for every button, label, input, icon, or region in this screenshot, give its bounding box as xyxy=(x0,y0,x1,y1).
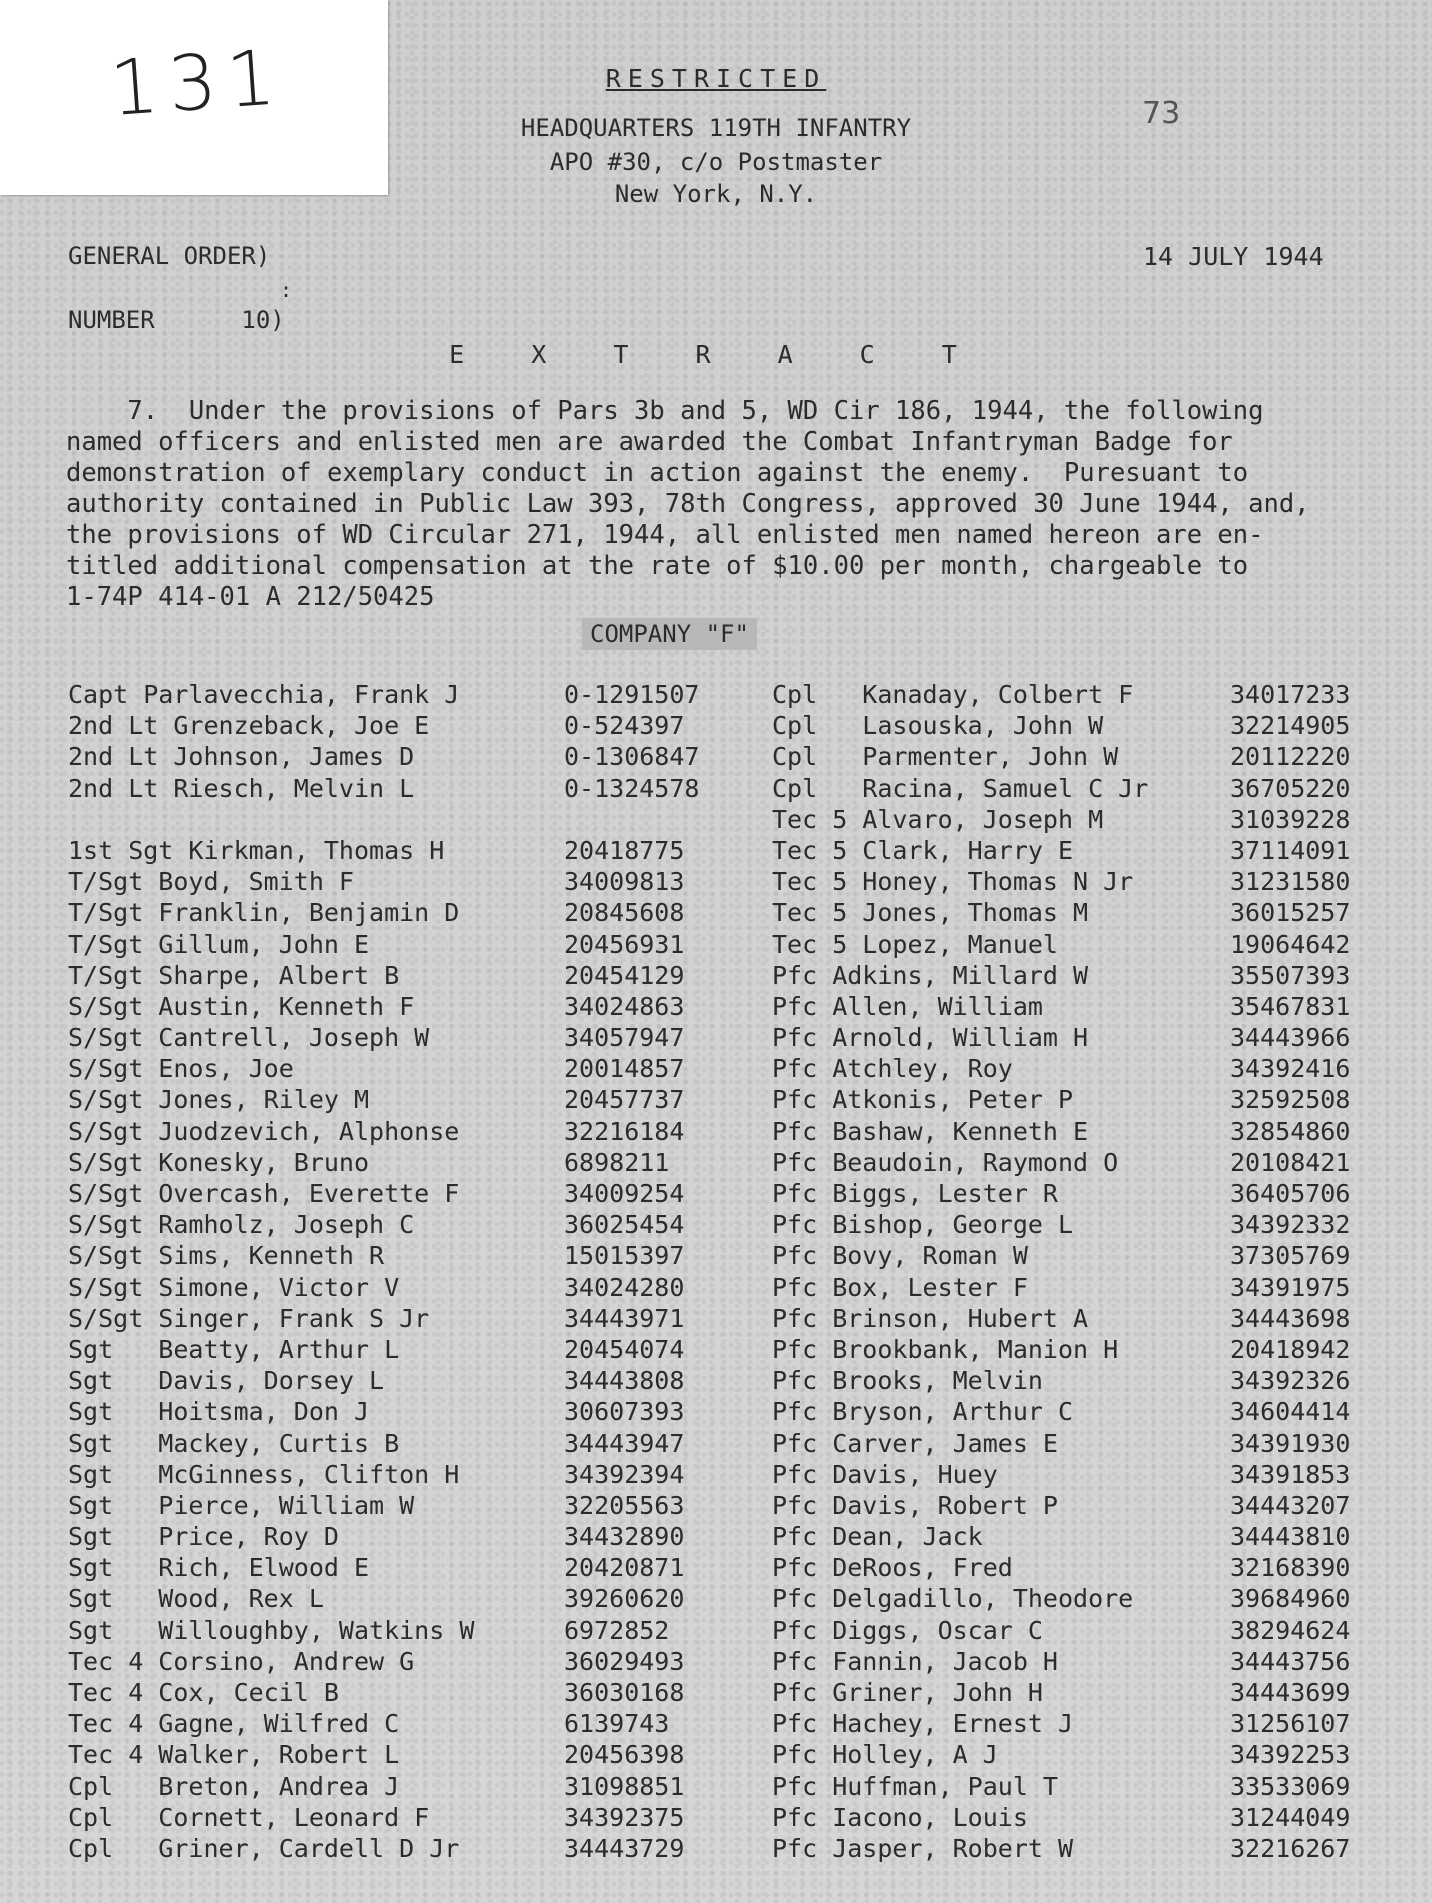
roster-name: Sgt Beatty, Arthur L xyxy=(68,1334,400,1364)
roster-serial-number: 15015397 xyxy=(564,1241,685,1271)
roster-name: Pfc Dean, Jack xyxy=(772,1522,983,1552)
margin-annotation: 73 xyxy=(1142,96,1181,131)
roster-name: 2nd Lt Grenzeback, Joe E xyxy=(68,711,430,741)
company-heading: COMPANY "F" xyxy=(582,618,757,650)
roster-name: S/Sgt Austin, Kenneth F xyxy=(68,991,415,1021)
roster-name: Tec 5 Honey, Thomas N Jr xyxy=(772,867,1134,897)
roster-name: Pfc Brinson, Hubert A xyxy=(772,1303,1089,1333)
roster-name: Pfc Atchley, Roy xyxy=(772,1054,1013,1084)
roster-serial-number: 32216267 xyxy=(1230,1833,1351,1863)
roster-serial-number: 32216184 xyxy=(564,1116,685,1146)
roster-serial-number: 20457737 xyxy=(564,1085,685,1115)
roster-name: Pfc Holley, A J xyxy=(772,1740,998,1770)
roster-name: Capt Parlavecchia, Frank J xyxy=(68,680,460,709)
roster-serial-number: 32205563 xyxy=(564,1490,685,1520)
order-paragraph xyxy=(66,396,1396,613)
roster-serial-number: 34009813 xyxy=(564,867,685,897)
roster-serial-number: 20112220 xyxy=(1230,742,1351,772)
roster-serial-number: 36025454 xyxy=(564,1210,685,1240)
roster-name: Pfc Carver, James E xyxy=(772,1428,1058,1458)
roster-name: 2nd Lt Johnson, James D xyxy=(68,742,415,772)
roster-serial-number: 34392253 xyxy=(1230,1740,1351,1770)
order-number-label: NUMBER 10) xyxy=(68,306,285,334)
unit-heading: HEADQUARTERS 119TH INFANTRY xyxy=(520,114,912,142)
roster-serial-number: 20418942 xyxy=(1230,1334,1351,1364)
roster-name: Cpl Griner, Cardell D Jr xyxy=(68,1833,460,1863)
roster-serial-number: 34391853 xyxy=(1230,1459,1351,1489)
paragraph-line: authority contained in Public Law 393, 78th Congress, approved 30 June 1944, and, xyxy=(66,489,1310,519)
roster-serial-number: 34391930 xyxy=(1230,1428,1351,1458)
roster-serial-number: 32592508 xyxy=(1230,1085,1351,1115)
roster-name: Pfc Bishop, George L xyxy=(772,1210,1074,1240)
roster-name: T/Sgt Sharpe, Albert B xyxy=(68,960,400,990)
roster-name: 2nd Lt Riesch, Melvin L xyxy=(68,773,415,803)
roster-name: Cpl Cornett, Leonard F xyxy=(68,1802,430,1832)
roster-name: Pfc Bryson, Arthur C xyxy=(772,1397,1074,1427)
order-colon: : xyxy=(280,278,293,302)
paragraph-line: demonstration of exemplary conduct in action against the enemy. Puresuant to xyxy=(66,458,1249,488)
roster-serial-number: 32854860 xyxy=(1230,1116,1351,1146)
roster-name: Sgt Davis, Dorsey L xyxy=(68,1366,385,1396)
roster-serial-number: 20418775 xyxy=(564,835,685,865)
roster-name: Pfc Atkonis, Peter P xyxy=(772,1085,1074,1115)
roster-serial-number: 34392375 xyxy=(564,1802,685,1832)
roster-name: S/Sgt Konesky, Bruno xyxy=(68,1147,370,1177)
roster-serial-number: 34432890 xyxy=(564,1522,685,1552)
roster-name: Tec 5 Jones, Thomas M xyxy=(772,898,1089,928)
paragraph-line: titled additional compensation at the rate of $10.00 per month, chargeable to xyxy=(66,551,1249,581)
roster-name: Pfc Griner, John H xyxy=(772,1678,1043,1707)
roster-serial-number: 34443756 xyxy=(1230,1646,1351,1676)
apo-line: APO #30, c/o Postmaster xyxy=(549,148,883,176)
roster-serial-number: 34443808 xyxy=(564,1366,685,1396)
roster-serial-number: 34443698 xyxy=(1230,1303,1351,1333)
roster-name: Cpl Lasouska, John W xyxy=(772,711,1104,741)
roster-name: S/Sgt Overcash, Everette F xyxy=(68,1179,460,1208)
roster-serial-number: 33533069 xyxy=(1230,1771,1351,1801)
paragraph-line: named officers and enlisted men are awarded the Combat Infantryman Badge for xyxy=(66,427,1233,457)
roster-serial-number: 31039228 xyxy=(1230,804,1351,834)
roster-name: Pfc Diggs, Oscar C xyxy=(772,1615,1043,1645)
roster-serial-number: 39684960 xyxy=(1230,1584,1351,1614)
roster-serial-number: 31256107 xyxy=(1230,1709,1351,1739)
roster-serial-number: 0-1306847 xyxy=(564,742,700,772)
roster-name: Cpl Breton, Andrea J xyxy=(68,1771,400,1801)
roster-name: S/Sgt Simone, Victor V xyxy=(68,1272,400,1302)
city-line: New York, N.Y. xyxy=(614,180,818,208)
classification-heading: RESTRICTED xyxy=(605,64,827,93)
roster-serial-number: 34392394 xyxy=(564,1459,685,1489)
roster-name: Sgt Hoitsma, Don J xyxy=(68,1397,370,1427)
roster-serial-number: 34057947 xyxy=(564,1023,685,1053)
roster-name: Sgt Willoughby, Watkins W xyxy=(68,1615,475,1645)
roster-name: S/Sgt Juodzevich, Alphonse xyxy=(68,1116,460,1146)
roster-name: S/Sgt Enos, Joe xyxy=(68,1054,294,1084)
roster-name: Tec 5 Lopez, Manuel xyxy=(772,929,1058,959)
roster-name: Pfc Bashaw, Kenneth E xyxy=(772,1116,1089,1146)
roster-serial-number: 34443207 xyxy=(1230,1490,1351,1520)
extract-heading: E X T R A C T xyxy=(449,340,983,369)
roster-name: Pfc Davis, Robert P xyxy=(772,1490,1058,1520)
roster-serial-number: 34017233 xyxy=(1230,680,1351,709)
roster-name: Tec 5 Alvaro, Joseph M xyxy=(772,804,1104,834)
roster-serial-number: 20456398 xyxy=(564,1740,685,1770)
roster-serial-number: 20454074 xyxy=(564,1334,685,1364)
roster-name: S/Sgt Cantrell, Joseph W xyxy=(68,1023,430,1053)
roster-name: Pfc Allen, William xyxy=(772,991,1043,1021)
roster-serial-number: 34024863 xyxy=(564,991,685,1021)
roster-serial-number: 31244049 xyxy=(1230,1802,1351,1832)
roster-name: T/Sgt Boyd, Smith F xyxy=(68,867,354,897)
roster-serial-number: 39260620 xyxy=(564,1584,685,1614)
roster-serial-number: 35507393 xyxy=(1230,960,1351,990)
roster-serial-number: 31098851 xyxy=(564,1771,685,1801)
roster-serial-number: 6972852 xyxy=(564,1615,670,1645)
roster-name: S/Sgt Jones, Riley M xyxy=(68,1085,370,1115)
roster-name: Pfc Beaudoin, Raymond O xyxy=(772,1147,1119,1177)
roster-name: Tec 5 Clark, Harry E xyxy=(772,835,1074,865)
roster-name: Tec 4 Cox, Cecil B xyxy=(68,1678,339,1707)
roster-serial-number: 6139743 xyxy=(564,1709,670,1739)
general-order-label: GENERAL ORDER) xyxy=(68,242,271,270)
roster-serial-number: 34391975 xyxy=(1230,1272,1351,1302)
roster-name: Sgt Rich, Elwood E xyxy=(68,1553,370,1583)
roster-serial-number: 20454129 xyxy=(564,960,685,990)
roster-name: Sgt Pierce, William W xyxy=(68,1490,415,1520)
roster-serial-number: 20845608 xyxy=(564,898,685,928)
roster-serial-number: 38294624 xyxy=(1230,1615,1351,1645)
roster-serial-number: 20456931 xyxy=(564,929,685,959)
roster-serial-number: 32168390 xyxy=(1230,1553,1351,1583)
roster-name: Sgt McGinness, Clifton H xyxy=(68,1459,460,1489)
roster-serial-number: 34392332 xyxy=(1230,1210,1351,1240)
roster-serial-number: 37114091 xyxy=(1230,835,1351,865)
roster-serial-number: 20014857 xyxy=(564,1054,685,1084)
paragraph-line: the provisions of WD Circular 271, 1944, all enlisted men named hereon are en- xyxy=(66,520,1264,550)
roster-serial-number: 34443966 xyxy=(1230,1023,1351,1053)
roster-name: Tec 4 Corsino, Andrew G xyxy=(68,1646,415,1676)
roster-name: T/Sgt Franklin, Benjamin D xyxy=(68,898,460,928)
roster-serial-number: 34443699 xyxy=(1230,1678,1351,1707)
roster-name: Pfc Bovy, Roman W xyxy=(772,1241,1028,1271)
roster-serial-number: 34392416 xyxy=(1230,1054,1351,1084)
roster-name: Pfc Iacono, Louis xyxy=(772,1802,1028,1832)
roster-name: Pfc Delgadillo, Theodore xyxy=(772,1584,1134,1614)
roster-serial-number: 34443947 xyxy=(564,1428,685,1458)
order-date: 14 JULY 1944 xyxy=(1143,242,1324,271)
roster-name: Pfc Fannin, Jacob H xyxy=(772,1646,1058,1676)
paragraph-line: 1-74P 414-01 A 212/50425 xyxy=(66,582,435,612)
roster-name: Pfc Jasper, Robert W xyxy=(772,1833,1074,1863)
roster-name: Cpl Kanaday, Colbert F xyxy=(772,680,1134,709)
roster-serial-number: 36029493 xyxy=(564,1646,685,1676)
paragraph-line: 7. Under the provisions of Pars 3b and 5, WD Cir 186, 1944, the following xyxy=(66,396,1264,426)
roster-name: Pfc Davis, Huey xyxy=(772,1459,998,1489)
roster-name: Pfc Arnold, William H xyxy=(772,1023,1089,1053)
roster-serial-number: 0-1324578 xyxy=(564,773,700,803)
roster-serial-number: 34443810 xyxy=(1230,1522,1351,1552)
roster-serial-number: 34604414 xyxy=(1230,1397,1351,1427)
roster-serial-number: 20108421 xyxy=(1230,1147,1351,1177)
roster-name: Cpl Racina, Samuel C Jr xyxy=(772,773,1149,803)
roster-serial-number: 31231580 xyxy=(1230,867,1351,897)
roster-name: S/Sgt Sims, Kenneth R xyxy=(68,1241,385,1271)
roster-name: Pfc Biggs, Lester R xyxy=(772,1179,1058,1208)
roster-name: 1st Sgt Kirkman, Thomas H xyxy=(68,835,445,865)
roster-serial-number: 34443971 xyxy=(564,1303,685,1333)
roster-serial-number: 32214905 xyxy=(1230,711,1351,741)
roster-name: S/Sgt Ramholz, Joseph C xyxy=(68,1210,415,1240)
roster-serial-number: 34392326 xyxy=(1230,1366,1351,1396)
roster-name: Pfc DeRoos, Fred xyxy=(772,1553,1013,1583)
roster-serial-number: 36015257 xyxy=(1230,898,1351,928)
roster-serial-number: 30607393 xyxy=(564,1397,685,1427)
roster-serial-number: 20420871 xyxy=(564,1553,685,1583)
roster-serial-number: 19064642 xyxy=(1230,929,1351,959)
handwritten-page-number: 131 xyxy=(107,32,288,133)
roster-name: Sgt Mackey, Curtis B xyxy=(68,1428,400,1458)
roster-name: Pfc Brooks, Melvin xyxy=(772,1366,1043,1396)
roster-serial-number: 36405706 xyxy=(1230,1179,1351,1208)
roster-serial-number: 37305769 xyxy=(1230,1241,1351,1271)
roster-serial-number: 35467831 xyxy=(1230,991,1351,1021)
roster-name: Sgt Price, Roy D xyxy=(68,1522,339,1552)
roster-name: Sgt Wood, Rex L xyxy=(68,1584,324,1614)
roster-serial-number: 36030168 xyxy=(564,1678,685,1707)
roster-name: Pfc Hachey, Ernest J xyxy=(772,1709,1074,1739)
roster-serial-number: 36705220 xyxy=(1230,773,1351,803)
roster-name: Pfc Box, Lester F xyxy=(772,1272,1028,1302)
roster-name: T/Sgt Gillum, John E xyxy=(68,929,370,959)
roster-serial-number: 34443729 xyxy=(564,1833,685,1863)
roster-name: Tec 4 Walker, Robert L xyxy=(68,1740,400,1770)
roster-name: Cpl Parmenter, John W xyxy=(772,742,1119,772)
roster-name: Pfc Adkins, Millard W xyxy=(772,960,1089,990)
roster-name: S/Sgt Singer, Frank S Jr xyxy=(68,1303,430,1333)
roster-name: Tec 4 Gagne, Wilfred C xyxy=(68,1709,400,1739)
roster-serial-number: 0-1291507 xyxy=(564,680,700,709)
roster-serial-number: 34009254 xyxy=(564,1179,685,1208)
roster-serial-number: 6898211 xyxy=(564,1147,670,1177)
roster-serial-number: 34024280 xyxy=(564,1272,685,1302)
roster-name: Pfc Huffman, Paul T xyxy=(772,1771,1058,1801)
roster-name: Pfc Brookbank, Manion H xyxy=(772,1334,1119,1364)
roster-serial-number: 0-524397 xyxy=(564,711,685,741)
